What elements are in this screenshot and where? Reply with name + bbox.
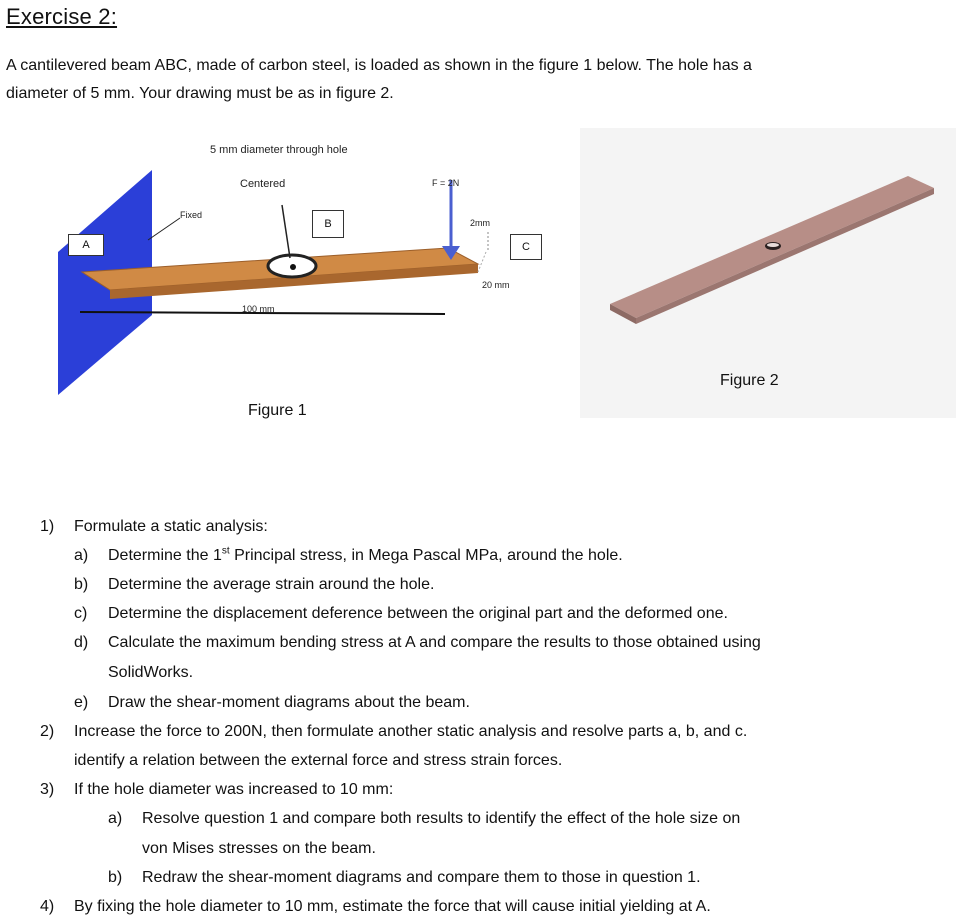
intro-paragraph	[6, 52, 946, 108]
q3-number: 3)	[40, 781, 55, 798]
q3-text: If the hole diameter was increased to 10 mm:	[74, 781, 394, 798]
exercise-title: Exercise 2:	[6, 4, 118, 29]
length-label: 100 mm	[242, 304, 275, 314]
question-1a	[74, 547, 623, 565]
fixed-leader	[148, 218, 180, 240]
q2-text: Increase the force to 200N, then formulate another static analysis and resolve parts a, b, and c.	[74, 723, 748, 740]
q3a-continuation: von Mises stresses on the beam.	[142, 840, 376, 857]
point-a-label: A	[68, 234, 104, 256]
q3a-number: a)	[108, 810, 123, 827]
q1d-number: d)	[74, 634, 89, 651]
q1a-superscript: st	[221, 545, 230, 557]
question-1b	[74, 576, 434, 594]
q1e-number: e)	[74, 694, 89, 711]
q1b-number: b)	[74, 576, 89, 593]
point-b-label: B	[312, 210, 344, 238]
q3b-text: Redraw the shear-moment diagrams and compare them to those in question 1.	[142, 869, 701, 886]
q1d-continuation: SolidWorks.	[108, 664, 194, 681]
question-1	[40, 518, 268, 536]
bar-front-face	[636, 188, 934, 324]
q1a-text-pre: Determine the 1	[108, 547, 222, 564]
q2-continuation: identify a relation between the external force and stress strain forces.	[74, 752, 563, 769]
question-1c	[74, 605, 728, 623]
q1a-text-post: Principal stress, in Mega Pascal MPa, around the hole.	[229, 547, 623, 564]
question-3	[40, 781, 393, 799]
bar-hole-rim	[767, 243, 779, 247]
figure-2-caption: Figure 2	[720, 372, 779, 389]
question-4	[40, 898, 711, 916]
q3b-number: b)	[108, 869, 123, 886]
q1c-text: Determine the displacement deference between the original part and the deformed one.	[108, 605, 728, 622]
q1d-text: Calculate the maximum bending stress at A and compare the results to those obtained using	[108, 634, 761, 651]
question-3b	[108, 869, 701, 887]
width-label: 20 mm	[482, 280, 510, 290]
question-1e	[74, 694, 470, 712]
question-3a-cont	[142, 840, 376, 858]
q1c-number: c)	[74, 605, 88, 622]
hole-label: 5 mm diameter through hole	[210, 144, 348, 156]
hole-center-dot	[290, 264, 296, 270]
point-c-label: C	[510, 234, 542, 260]
q3a-text: Resolve question 1 and compare both results to identify the effect of the hole size on	[142, 810, 741, 827]
q4-number: 4)	[40, 898, 55, 915]
question-2-cont	[74, 752, 562, 770]
centered-leader	[282, 205, 290, 258]
q4-text: By fixing the hole diameter to 10 mm, estimate the force that will cause initial yielding at A.	[74, 898, 711, 915]
question-1d	[74, 634, 761, 652]
q1e-text: Draw the shear-moment diagrams about the beam.	[108, 694, 470, 711]
figure-1-drawing	[30, 140, 555, 400]
force-label: F = 2N	[432, 178, 460, 188]
q1-number: 1)	[40, 518, 55, 535]
width-dim	[478, 252, 486, 272]
question-2	[40, 723, 747, 741]
q1-text: Formulate a static analysis:	[74, 518, 268, 535]
fixed-label: Fixed	[180, 210, 203, 220]
question-1d-cont	[108, 664, 193, 682]
figure-1-caption: Figure 1	[248, 402, 307, 419]
q2-number: 2)	[40, 723, 55, 740]
centered-label: Centered	[240, 178, 286, 190]
question-3a	[108, 810, 740, 828]
q1a-number: a)	[74, 547, 89, 564]
figure-1	[30, 140, 555, 400]
intro-line-2: diameter of 5 mm. Your drawing must be as in figure 2.	[6, 85, 394, 102]
intro-line-1: A cantilevered beam ABC, made of carbon steel, is loaded as shown in the figure 1 below. The hole has a	[6, 57, 752, 74]
q1b-text: Determine the average strain around the hole.	[108, 576, 435, 593]
thickness-label: 2mm	[470, 218, 490, 228]
